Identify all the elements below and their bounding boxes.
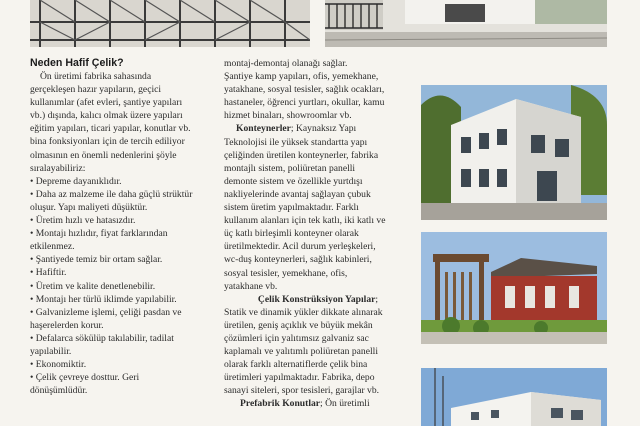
list-item: • Çelik çevreye dosttur. Geri [30, 372, 140, 384]
konteyner-paragraph [224, 122, 412, 292]
intro-paragraph [30, 70, 218, 175]
text-line: sıralayabiliriz: [30, 162, 86, 174]
text-line: üretilmektedir. Acil durum yerleşkeleri, [224, 241, 376, 253]
text-line: wc-duş konteynerleri, sağlık kabinleri, [224, 254, 372, 266]
text-line: üretilen, geniş açıklık ve büyük mekân [224, 319, 373, 331]
list-item: • Montajı hızlıdır, fiyat farklarından [30, 228, 168, 240]
text-line: kullanım alanları için tek katlı, iki katlı ve [224, 215, 386, 227]
text-line: kullanımlar (afet evleri, şantiye yapıları [30, 97, 183, 109]
photo-white-two-storey-building [421, 85, 607, 220]
text-line: nakliyelerinde avantaj sağlayan çubuk [224, 188, 371, 200]
celik-paragraph [224, 293, 412, 398]
text-line: olmasının en önemli nedenlerini şöyle [30, 149, 177, 161]
list-item: • Hafiftir. [30, 267, 67, 279]
text-line: Teknolojisi ile yüksek standartta yapı [224, 136, 368, 148]
text-line: montajlı sistem, poliüretan panelli [224, 162, 356, 174]
advantages-list [30, 175, 218, 398]
text-line: montaj-demontaj olanağı sağlar. [224, 58, 348, 69]
text-line: demonte sistem ve özellikle yurtdışı [224, 175, 363, 187]
celik-heading-line [224, 293, 412, 306]
subheading-prefabrik-konutlar: Prefabrik Konutlar [240, 398, 321, 410]
subheading-celik-konstruksiyon: Çelik Konstrüksiyon Yapılar [257, 293, 376, 305]
text-line: Şantiye kamp yapıları, ofis, yemekhane, [224, 71, 379, 83]
list-item: oluşur. Yapı maliyeti düşüktür. [30, 201, 148, 213]
text-line: çözümleri için yalıtımsız galvaniz sac [224, 332, 369, 344]
text-line: vb.) dışında, kalıcı olmak üzere yapıları [30, 110, 183, 122]
list-item: • Üretim hızlı ve hatasızdır. [30, 215, 136, 227]
article-column-2 [224, 57, 412, 411]
text-line: üretimleri yapılmaktadır. Fabrika, depo [224, 372, 375, 384]
list-item: • Üretim ve kalite denetlenebilir. [30, 280, 156, 292]
list-item: haşerelerden korur. [30, 319, 104, 331]
subheading-konteynerler: Konteynerler [236, 123, 291, 135]
list-item: yapılabilir. [30, 345, 72, 357]
text-line: eğitim yapıları, ticari yapılar, konutlar vb. [30, 123, 191, 135]
text-line: çeliğinden üretilen konteynerler, fabrika [224, 149, 379, 161]
list-item: • Şantiyede temiz bir ortam sağlar. [30, 254, 163, 266]
text-line: hastaneler, öğrenci yurtları, okullar, kamu [224, 97, 385, 109]
list-item: • Depreme dayanıklıdır. [30, 175, 122, 187]
list-item: • Daha az malzeme ile daha güçlü strüktür [30, 188, 193, 200]
text-line: kaplamalı ve yalıtımlı poliüretan panelli [224, 346, 378, 358]
text-line: gerçekleşen hazır yapıların, geçici [30, 84, 162, 96]
list-item: etkilenmez. [30, 241, 75, 253]
text-line: üç katlı birleşimli konteyner olarak [224, 228, 359, 240]
list-item: • Montajı her türlü iklimde yapılabilir. [30, 293, 177, 305]
text-fragment: ; Ön üretimli [320, 398, 370, 410]
konteyner-first-line [224, 122, 412, 135]
prefabrik-first-line [224, 397, 412, 410]
section-heading: Neden Hafif Çelik? [30, 57, 124, 69]
text-line: yatakhane, sosyal tesisler, sağlık ocakları, [224, 84, 385, 96]
text-line: bina fonksiyonları için de tercih ediliyor [30, 136, 185, 148]
list-item: dönüşümlüdür. [30, 385, 88, 397]
list-item: • Defalarca sökülüp takılabilir, tadilat [30, 332, 174, 344]
text-line: sanayi siteleri, spor tesisleri, garajlar vb. [224, 385, 380, 397]
text-line: yatakhane vb. [224, 280, 278, 292]
text-line: hizmet binaları, showroomlar vb. [224, 110, 352, 122]
text-fragment: ; Kaynaksız Yapı [290, 123, 357, 135]
text-line: sosyal tesisler, yemekhane, ofis, [224, 267, 348, 279]
text-line: olarak farklı alternatiflerde çelik bina [224, 359, 368, 371]
prefabrik-paragraph [224, 397, 412, 410]
photo-steel-frame [30, 0, 310, 47]
text-line: Statik ve dinamik yükler dikkate alınarak [224, 306, 383, 318]
photo-white-industrial-building [421, 368, 607, 426]
photo-red-prefab-house [421, 232, 607, 344]
list-item: • Galvanizleme işlemi, çeliği pasdan ve [30, 306, 182, 318]
article-column-1 [30, 57, 218, 397]
text-fragment: ; [375, 293, 379, 305]
text-line: Ön üretimi fabrika sahasında [40, 71, 152, 82]
photo-gate-building [325, 0, 607, 47]
text-line: sistem üretim yapılmaktadır. Farklı [224, 202, 359, 214]
intro-continued [224, 57, 412, 122]
list-item: • Ekonomiktir. [30, 359, 87, 371]
